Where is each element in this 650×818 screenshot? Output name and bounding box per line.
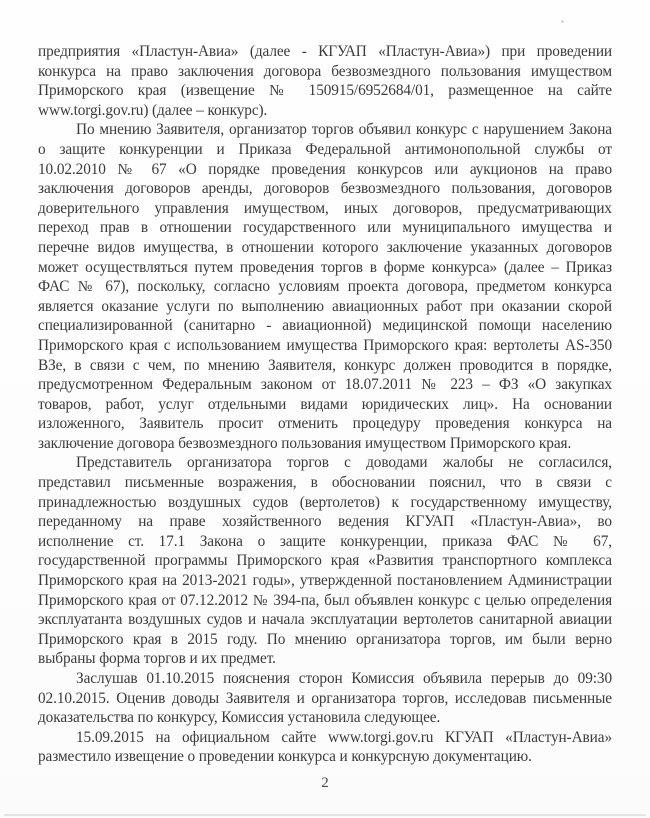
text-line: переход прав в отношении государственного или муниципального имущества и [38,219,612,237]
text-line: заключения договоров аренды, договоров безвозмездного пользования, договоров [38,180,612,198]
text-line: Приморского края (извещение № 150915/6952684/01, размещенное на сайте [38,82,612,100]
scan-bottom-edge [4,814,646,816]
scan-artifact-speck [561,20,564,23]
text-line: принадлежностью воздушных судов (вертолетов) к государственному имуществу, [38,493,612,511]
text-line: доказательства по конкурсу, Комиссия установила следующее. [38,709,441,727]
text-line: перечне видов имущества, в отношении которого заключение указанных договоров [38,238,612,256]
text-line: разместило извещение о проведении конкурса и конкурсную документацию. [38,748,532,766]
text-line: Заслушав 01.10.2015 пояснения сторон Комиссия объявила перерыв до 09:30 [76,670,612,687]
text-line: По мнению Заявителя, организатор торгов объявил конкурс с нарушением Закона [76,121,612,139]
text-line: исполнение ст. 17.1 Закона о защите конкуренции, приказа ФАС № 67, [38,532,612,550]
text-line: представил письменные возражения, в обосновании пояснил, что в связи с [38,474,612,492]
text-line: выбраны форма торгов и их предмет. [38,650,276,668]
text-line: 10.02.2010 № 67 «О порядке проведения конкурсов или аукционов на право [38,160,612,178]
text-line: о защите конкуренции и Приказа Федеральной антимонопольной службы от [38,140,612,158]
text-line: специализированной (санитарно - авиационной) медицинской помощи населению [38,317,612,335]
text-line: может осуществляться путем проведения торгов в форме конкурса» (далее – Приказ [38,258,612,276]
text-line: заключение договора безвозмездного пользования имуществом Приморского края. [38,434,572,452]
text-line: предусмотренном Федеральным законом от 18.07.2011 № 223 – ФЗ «О закупках [38,376,612,394]
text-line: 02.10.2015. Оценив доводы Заявителя и организатора торгов, исследовав письменные [38,689,612,707]
text-line: предприятия «Пластун-Авиа» (далее - КГУАП «Пластун-Авиа») при проведении [38,43,612,60]
text-line: 15.09.2015 на официальном сайте www.torgi.gov.ru КГУАП «Пластун-Авиа» [76,728,612,746]
paragraph [38,669,612,728]
paragraph [38,453,612,669]
paragraph [38,120,612,453]
text-line: ВЗе, в связи с чем, по мнению Заявителя, конкурс должен проводится в порядке, [38,356,612,374]
text-line: изложенного, Заявитель просит отменить процедуру проведения конкурса на [38,415,612,433]
document-body [38,42,612,767]
text-line: товаров, работ, услуг отдельными видами юридических лиц». На основании [38,395,612,413]
text-line: Приморского края в 2015 году. По мнению организатора торгов, им были верно [38,630,612,648]
text-line: Приморского края на 2013-2021 годы», утвержденной постановлением Администрации [38,572,612,590]
text-line: является оказание услуги по выполнению авиационных работ при оказании скорой [38,297,612,315]
text-line: Представитель организатора торгов с доводами жалобы не согласился, [76,454,612,472]
text-line: конкурса на право заключения договора безвозмездного пользования имуществом [38,62,612,80]
text-line: переданному на праве хозяйственного ведения КГУАП «Пластун-Авиа», во [38,513,612,531]
text-line: Приморского края с использованием имущества Приморского края: вертолеты AS-350 [38,336,612,354]
text-line: www.torgi.gov.ru) (далее – конкурс). [38,101,268,119]
page-number: 2 [321,775,329,791]
text-line: ФАС № 67), поскольку, согласно условиям проекта договора, предметом конкурса [38,278,612,296]
text-line: Приморского края от 07.12.2012 № 394-па, был объявлен конкурс с целью определения [38,591,612,609]
text-line: государственной программы Приморского края «Развития транспортного комплекса [38,552,612,570]
text-line: доверительного управления имуществом, иных договоров, предусматривающих [38,199,612,217]
paragraph [38,42,612,120]
paragraph [38,728,612,767]
text-line: эксплуатанта воздушных судов и начала эксплуатации вертолетов санитарной авиации [38,611,612,629]
